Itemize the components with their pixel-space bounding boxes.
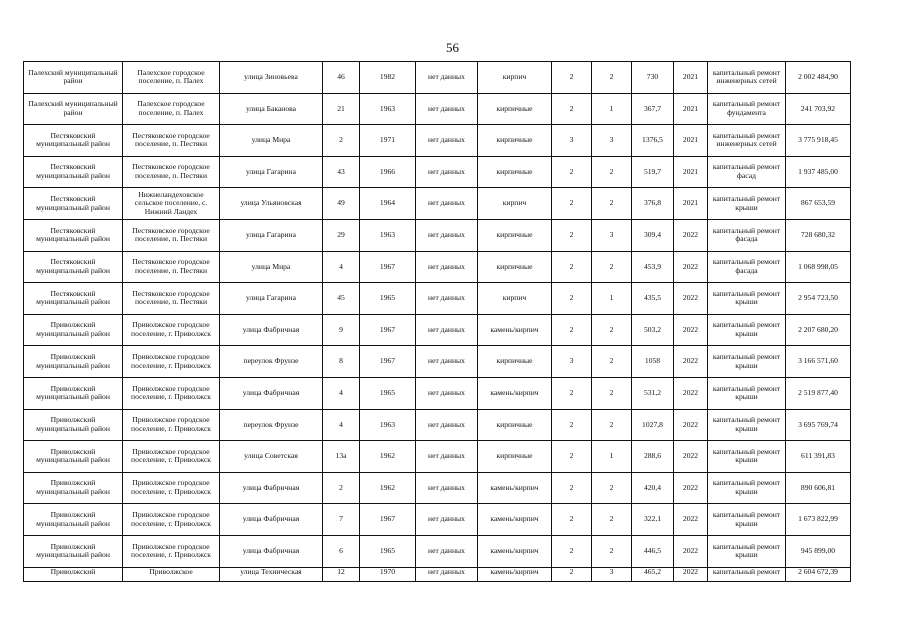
cell-floors: 2 [552, 283, 592, 315]
cell-area: 367,7 [632, 93, 674, 125]
cell-entrances: 2 [592, 377, 632, 409]
cell-area: 453,9 [632, 251, 674, 283]
cell-settlement: Пестяковское городское поселение, п. Пестяки [123, 156, 220, 188]
cell-data-status: нет данных [416, 441, 478, 473]
cell-repair-type: капитальный ремонт крыши [708, 188, 786, 220]
cell-house-number: 12 [323, 567, 360, 581]
cell-entrances: 1 [592, 93, 632, 125]
cell-data-status: нет данных [416, 283, 478, 315]
cell-data-status: нет данных [416, 219, 478, 251]
cell-area: 531,2 [632, 377, 674, 409]
cell-cost: 945 899,00 [786, 535, 851, 567]
cell-entrances: 2 [592, 409, 632, 441]
cell-repair-year: 2022 [674, 441, 708, 473]
cell-district: Палехский муниципальный район [24, 93, 123, 125]
cell-year-built: 1967 [360, 251, 416, 283]
cell-year-built: 1964 [360, 188, 416, 220]
cell-repair-year: 2021 [674, 188, 708, 220]
cell-area: 465,2 [632, 567, 674, 581]
cell-year-built: 1982 [360, 62, 416, 94]
table-row [24, 409, 851, 441]
cell-entrances: 3 [592, 125, 632, 157]
cell-house-number: 49 [323, 188, 360, 220]
cell-street: улица Фабричная [220, 504, 323, 536]
cell-wall-material: кирпичные [478, 93, 552, 125]
cell-street: улица Гагарина [220, 156, 323, 188]
cell-house-number: 4 [323, 251, 360, 283]
cell-house-number: 4 [323, 409, 360, 441]
cell-entrances: 1 [592, 283, 632, 315]
table-body [24, 62, 851, 582]
cell-repair-type: капитальный ремонт фундамента [708, 93, 786, 125]
cell-floors: 2 [552, 472, 592, 504]
cell-settlement: Нижнеландеховское сельское поселение, с. Нижний Ландех [123, 188, 220, 220]
cell-street: переулок Фрунзе [220, 346, 323, 378]
cell-cost: 2 954 723,50 [786, 283, 851, 315]
cell-house-number: 7 [323, 504, 360, 536]
cell-area: 420,4 [632, 472, 674, 504]
cell-floors: 2 [552, 219, 592, 251]
cell-cost: 2 604 672,39 [786, 567, 851, 581]
cell-year-built: 1965 [360, 535, 416, 567]
cell-house-number: 13а [323, 441, 360, 473]
cell-entrances: 2 [592, 251, 632, 283]
cell-house-number: 4 [323, 377, 360, 409]
cell-floors: 2 [552, 504, 592, 536]
cell-year-built: 1970 [360, 567, 416, 581]
cell-area: 730 [632, 62, 674, 94]
table-row [24, 346, 851, 378]
cell-data-status: нет данных [416, 535, 478, 567]
cell-repair-year: 2021 [674, 156, 708, 188]
cell-street: улица Зиновьева [220, 62, 323, 94]
cell-repair-type: капитальный ремонт крыши [708, 283, 786, 315]
cell-repair-year: 2021 [674, 93, 708, 125]
cell-repair-type: капитальный ремонт крыши [708, 535, 786, 567]
cell-district: Приволжский муниципальный район [24, 409, 123, 441]
cell-data-status: нет данных [416, 567, 478, 581]
table-row [24, 535, 851, 567]
cell-house-number: 8 [323, 346, 360, 378]
cell-house-number: 2 [323, 472, 360, 504]
cell-year-built: 1963 [360, 409, 416, 441]
cell-settlement: Приволжское городское поселение, г. Приволжск [123, 535, 220, 567]
cell-cost: 890 606,81 [786, 472, 851, 504]
cell-repair-year: 2022 [674, 377, 708, 409]
cell-cost: 2 207 680,20 [786, 314, 851, 346]
housing-repair-table [23, 61, 851, 582]
cell-entrances: 3 [592, 567, 632, 581]
cell-settlement: Палехское городское поселение, п. Палех [123, 62, 220, 94]
table-row [24, 283, 851, 315]
cell-area: 322,1 [632, 504, 674, 536]
cell-year-built: 1967 [360, 314, 416, 346]
cell-area: 1376,5 [632, 125, 674, 157]
cell-area: 446,5 [632, 535, 674, 567]
cell-cost: 3 166 571,60 [786, 346, 851, 378]
cell-wall-material: кирпичные [478, 409, 552, 441]
cell-wall-material: кирпичные [478, 441, 552, 473]
cell-floors: 3 [552, 346, 592, 378]
cell-data-status: нет данных [416, 188, 478, 220]
cell-entrances: 2 [592, 346, 632, 378]
cell-area: 309,4 [632, 219, 674, 251]
cell-cost: 3 695 769,74 [786, 409, 851, 441]
cell-area: 435,5 [632, 283, 674, 315]
cell-repair-type: капитальный ремонт крыши [708, 409, 786, 441]
cell-year-built: 1966 [360, 156, 416, 188]
cell-repair-type: капитальный ремонт крыши [708, 346, 786, 378]
cell-settlement: Приволжское [123, 567, 220, 581]
cell-house-number: 6 [323, 535, 360, 567]
cell-repair-type: капитальный ремонт [708, 567, 786, 581]
cell-cost: 2 002 484,90 [786, 62, 851, 94]
cell-area: 1058 [632, 346, 674, 378]
cell-district: Пестяковский муниципальный район [24, 251, 123, 283]
cell-house-number: 2 [323, 125, 360, 157]
cell-entrances: 3 [592, 219, 632, 251]
cell-floors: 2 [552, 156, 592, 188]
table-row [24, 156, 851, 188]
cell-wall-material: кирпичные [478, 219, 552, 251]
cell-house-number: 45 [323, 283, 360, 315]
cell-entrances: 1 [592, 441, 632, 473]
cell-street: переулок Фрунзе [220, 409, 323, 441]
cell-district: Пестяковский муниципальный район [24, 125, 123, 157]
cell-house-number: 21 [323, 93, 360, 125]
cell-entrances: 2 [592, 314, 632, 346]
cell-district: Палехский муниципальный район [24, 62, 123, 94]
cell-floors: 2 [552, 535, 592, 567]
cell-year-built: 1963 [360, 93, 416, 125]
cell-area: 503,2 [632, 314, 674, 346]
cell-year-built: 1965 [360, 377, 416, 409]
cell-area: 519,7 [632, 156, 674, 188]
cell-cost: 611 391,83 [786, 441, 851, 473]
cell-repair-type: капитальный ремонт фасад [708, 156, 786, 188]
cell-floors: 2 [552, 93, 592, 125]
cell-street: улица Баканова [220, 93, 323, 125]
table-row [24, 125, 851, 157]
cell-settlement: Приволжское городское поселение, г. Приволжск [123, 377, 220, 409]
cell-settlement: Приволжское городское поселение, г. Приволжск [123, 409, 220, 441]
cell-wall-material: камень/кирпич [478, 472, 552, 504]
cell-house-number: 46 [323, 62, 360, 94]
cell-entrances: 2 [592, 62, 632, 94]
cell-floors: 2 [552, 441, 592, 473]
cell-entrances: 2 [592, 188, 632, 220]
cell-entrances: 2 [592, 156, 632, 188]
cell-data-status: нет данных [416, 314, 478, 346]
cell-entrances: 2 [592, 472, 632, 504]
cell-data-status: нет данных [416, 504, 478, 536]
cell-district: Приволжский муниципальный район [24, 504, 123, 536]
cell-repair-year: 2021 [674, 62, 708, 94]
cell-district: Приволжский муниципальный район [24, 472, 123, 504]
cell-settlement: Приволжское городское поселение, г. Приволжск [123, 472, 220, 504]
table-row [24, 251, 851, 283]
cell-district: Приволжский муниципальный район [24, 346, 123, 378]
cell-repair-year: 2022 [674, 314, 708, 346]
cell-wall-material: камень/кирпич [478, 535, 552, 567]
cell-district: Пестяковский муниципальный район [24, 283, 123, 315]
cell-repair-year: 2022 [674, 535, 708, 567]
table-row [24, 377, 851, 409]
cell-floors: 2 [552, 314, 592, 346]
cell-year-built: 1962 [360, 441, 416, 473]
cell-street: улица Фабричная [220, 314, 323, 346]
cell-district: Пестяковский муниципальный район [24, 188, 123, 220]
cell-repair-year: 2022 [674, 346, 708, 378]
cell-data-status: нет данных [416, 377, 478, 409]
cell-repair-type: капитальный ремонт инженерных сетей [708, 62, 786, 94]
cell-district: Приволжский муниципальный район [24, 314, 123, 346]
cell-street: улица Фабричная [220, 377, 323, 409]
cell-district: Приволжский муниципальный район [24, 377, 123, 409]
cell-data-status: нет данных [416, 472, 478, 504]
cell-cost: 867 653,59 [786, 188, 851, 220]
cell-street: улица Техническая [220, 567, 323, 581]
cell-area: 376,8 [632, 188, 674, 220]
cell-data-status: нет данных [416, 125, 478, 157]
table-row [24, 567, 851, 581]
cell-floors: 2 [552, 62, 592, 94]
cell-settlement: Приволжское городское поселение, г. Приволжск [123, 504, 220, 536]
cell-year-built: 1965 [360, 283, 416, 315]
cell-repair-year: 2022 [674, 409, 708, 441]
table-row [24, 188, 851, 220]
cell-street: улица Ульяновская [220, 188, 323, 220]
page-number: 56 [446, 40, 459, 55]
cell-repair-type: капитальный ремонт крыши [708, 377, 786, 409]
cell-cost: 1 068 998,05 [786, 251, 851, 283]
cell-district: Пестяковский муниципальный район [24, 219, 123, 251]
table-row [24, 472, 851, 504]
cell-street: улица Гагарина [220, 283, 323, 315]
table-row [24, 62, 851, 94]
cell-floors: 2 [552, 377, 592, 409]
cell-floors: 2 [552, 251, 592, 283]
cell-wall-material: кирпич [478, 62, 552, 94]
cell-settlement: Приволжское городское поселение, г. Приволжск [123, 346, 220, 378]
cell-data-status: нет данных [416, 251, 478, 283]
cell-year-built: 1967 [360, 346, 416, 378]
cell-data-status: нет данных [416, 156, 478, 188]
cell-data-status: нет данных [416, 93, 478, 125]
cell-data-status: нет данных [416, 346, 478, 378]
cell-cost: 728 680,32 [786, 219, 851, 251]
cell-house-number: 29 [323, 219, 360, 251]
cell-data-status: нет данных [416, 409, 478, 441]
cell-wall-material: кирпичные [478, 156, 552, 188]
cell-cost: 1 673 822,99 [786, 504, 851, 536]
cell-cost: 2 519 877,40 [786, 377, 851, 409]
cell-district: Приволжский [24, 567, 123, 581]
cell-wall-material: кирпич [478, 283, 552, 315]
cell-entrances: 2 [592, 535, 632, 567]
table-row [24, 93, 851, 125]
cell-settlement: Приволжское городское поселение, г. Приволжск [123, 314, 220, 346]
cell-settlement: Приволжское городское поселение, г. Приволжск [123, 441, 220, 473]
cell-area: 288,6 [632, 441, 674, 473]
cell-data-status: нет данных [416, 62, 478, 94]
cell-repair-year: 2022 [674, 567, 708, 581]
cell-street: улица Мира [220, 251, 323, 283]
cell-settlement: Пестяковское городское поселение, п. Пестяки [123, 283, 220, 315]
cell-wall-material: камень/кирпич [478, 377, 552, 409]
cell-floors: 3 [552, 125, 592, 157]
cell-settlement: Пестяковское городское поселение, п. Пестяки [123, 251, 220, 283]
cell-repair-year: 2021 [674, 125, 708, 157]
cell-repair-type: капитальный ремонт крыши [708, 504, 786, 536]
cell-wall-material: камень/кирпич [478, 504, 552, 536]
table-row [24, 504, 851, 536]
cell-wall-material: камень/кирпич [478, 314, 552, 346]
cell-repair-type: капитальный ремонт инженерных сетей [708, 125, 786, 157]
cell-wall-material: кирпичные [478, 346, 552, 378]
cell-settlement: Пестяковское городское поселение, п. Пестяки [123, 125, 220, 157]
cell-repair-type: капитальный ремонт крыши [708, 314, 786, 346]
cell-wall-material: кирпичные [478, 251, 552, 283]
cell-repair-year: 2022 [674, 251, 708, 283]
cell-cost: 241 703,92 [786, 93, 851, 125]
cell-cost: 3 775 918,45 [786, 125, 851, 157]
cell-wall-material: кирпичные [478, 125, 552, 157]
table-row [24, 314, 851, 346]
cell-year-built: 1971 [360, 125, 416, 157]
table-row [24, 219, 851, 251]
cell-house-number: 9 [323, 314, 360, 346]
cell-street: улица Гагарина [220, 219, 323, 251]
cell-repair-year: 2022 [674, 219, 708, 251]
cell-street: улица Фабричная [220, 472, 323, 504]
cell-district: Приволжский муниципальный район [24, 441, 123, 473]
cell-district: Приволжский муниципальный район [24, 535, 123, 567]
cell-floors: 2 [552, 567, 592, 581]
cell-wall-material: кирпич [478, 188, 552, 220]
cell-repair-year: 2022 [674, 504, 708, 536]
cell-settlement: Пестяковское городское поселение, п. Пестяки [123, 219, 220, 251]
cell-year-built: 1967 [360, 504, 416, 536]
cell-settlement: Палехское городское поселение, п. Палех [123, 93, 220, 125]
cell-year-built: 1962 [360, 472, 416, 504]
cell-street: улица Советская [220, 441, 323, 473]
cell-repair-type: капитальный ремонт крыши [708, 472, 786, 504]
cell-repair-year: 2022 [674, 283, 708, 315]
table-row [24, 441, 851, 473]
cell-repair-type: капитальный ремонт фасада [708, 251, 786, 283]
cell-repair-year: 2022 [674, 472, 708, 504]
cell-entrances: 2 [592, 504, 632, 536]
cell-floors: 2 [552, 188, 592, 220]
cell-floors: 2 [552, 409, 592, 441]
cell-cost: 1 937 485,00 [786, 156, 851, 188]
cell-street: улица Фабричная [220, 535, 323, 567]
cell-street: улица Мира [220, 125, 323, 157]
cell-area: 1027,8 [632, 409, 674, 441]
cell-district: Пестяковский муниципальный район [24, 156, 123, 188]
cell-wall-material: камень/кирпич [478, 567, 552, 581]
cell-repair-type: капитальный ремонт крыши [708, 441, 786, 473]
cell-repair-type: капитальный ремонт фасада [708, 219, 786, 251]
cell-year-built: 1963 [360, 219, 416, 251]
cell-house-number: 43 [323, 156, 360, 188]
